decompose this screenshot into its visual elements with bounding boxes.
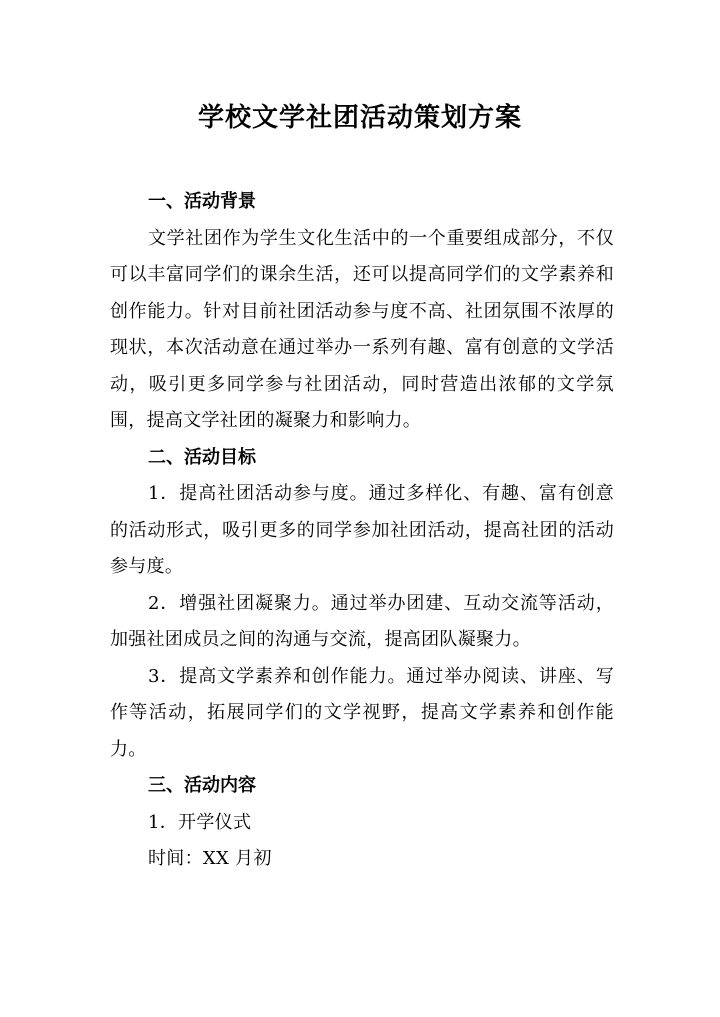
content-time: 时间：XX 月初: [148, 848, 272, 869]
section-heading-content: 三、活动内容: [148, 775, 256, 796]
content-item-1: 1．开学仪式: [148, 811, 252, 833]
document-title: 学校文学社团活动策划方案: [197, 103, 522, 133]
goal-item-2: 2．增强社团凝聚力。通过举办团建、互动交流等活动，加强社团成员之间的沟通与交流，提高团队凝聚力。: [110, 592, 614, 650]
background-paragraph: 文学社团作为学生文化生活中的一个重要组成部分，不仅可以丰富同学们的课余生活，还可以提高同学们的文学素养和创作能力。针对目前社团活动参与度不高、社团氛围不浓厚的现状，本次活动意在通过举办一系列有趣、富有创意的文学活动，吸引更多同学参与社团活动，同时营造出浓郁的文学氛围，提高文学社团的凝聚力和影响力。: [110, 227, 614, 431]
document-body: [110, 184, 614, 878]
goal-item-1: 1．提高社团活动参与度。通过多样化、有趣、富有创意的活动形式，吸引更多的同学参加社团活动，提高社团的活动参与度。: [110, 483, 614, 577]
goal-item-3: 3．提高文学素养和创作能力。通过举办阅读、讲座、写作等活动，拓展同学们的文学视野，提高文学素养和创作能力。: [110, 665, 614, 760]
section-heading-background: 一、活动背景: [148, 191, 256, 212]
section-heading-goals: 二、活动目标: [148, 446, 256, 468]
